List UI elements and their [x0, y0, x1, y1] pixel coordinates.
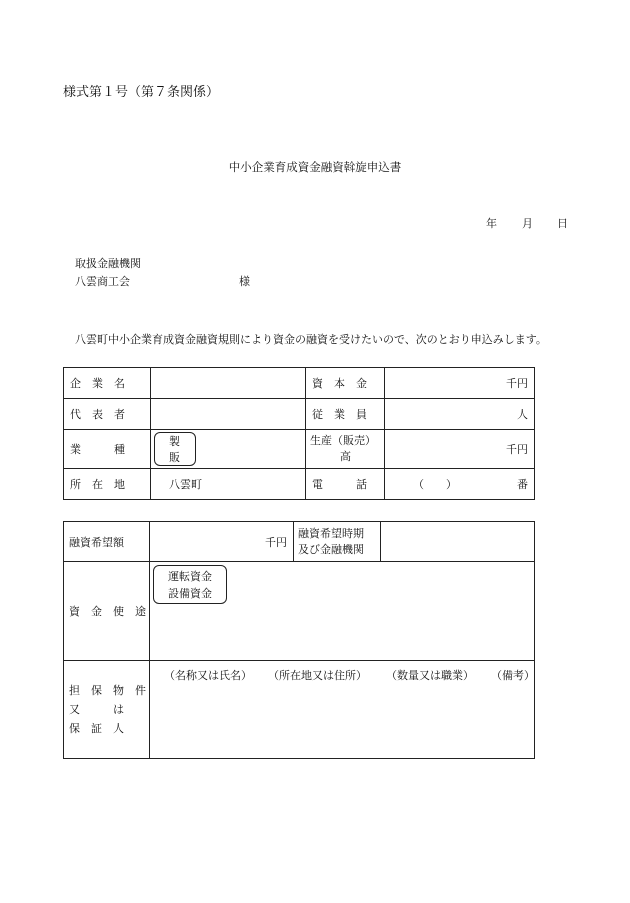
- industry-opt-sales: 販: [169, 451, 180, 464]
- page-title: 中小企業育成資金融資斡旋申込書: [228, 160, 402, 174]
- col-remarks: （備考）: [491, 669, 535, 682]
- production-label-cell: [306, 430, 385, 469]
- use-opt-equipment: 設備資金: [168, 587, 212, 600]
- date-month: 月: [522, 217, 533, 230]
- col-address: （所在地又は住所）: [268, 669, 367, 682]
- phone-label: 電 話: [312, 478, 367, 491]
- col-name: （名称又は氏名）: [164, 669, 252, 682]
- use-value-cell[interactable]: [150, 562, 535, 661]
- timing-label-cell: [294, 522, 381, 562]
- addressee-line2: 八雲商工会: [75, 275, 130, 288]
- employees-unit: 人: [517, 408, 528, 421]
- phone-paren: （ ）: [413, 478, 457, 491]
- production-unit: 千円: [506, 443, 528, 456]
- addressee-honorific: 様: [239, 275, 250, 288]
- use-label: 資 金 使 途: [69, 605, 146, 618]
- company-label: 企 業 名: [70, 377, 125, 390]
- company-value-cell[interactable]: [151, 368, 306, 399]
- collateral-label-1: 担 保 物 件: [69, 684, 146, 697]
- collateral-label-2: 又 は: [69, 703, 124, 716]
- industry-opt-manufacturing: 製: [169, 435, 180, 448]
- industry-value-cell[interactable]: [151, 430, 306, 469]
- industry-label-cell: [64, 430, 151, 469]
- amount-value-cell[interactable]: [150, 522, 294, 562]
- timing-label-2: 及び金融機関: [298, 542, 364, 556]
- date-year: 年: [486, 217, 497, 230]
- timing-value-cell[interactable]: [381, 522, 535, 562]
- capital-value-cell[interactable]: [385, 368, 535, 399]
- address-label-cell: [64, 469, 151, 500]
- address-label: 所 在 地: [70, 478, 125, 491]
- addressee-line1: 取扱金融機関: [75, 257, 141, 270]
- statement: 八雲町中小企業育成資金融資規則により資金の融資を受けたいので、次のとおり申込みします。: [75, 333, 547, 346]
- company-label-cell: [64, 368, 151, 399]
- date-day: 日: [557, 217, 568, 230]
- phone-unit: 番: [517, 478, 528, 491]
- collateral-label-3: 保 証 人: [69, 722, 124, 735]
- capital-label: 資 本 金: [312, 377, 367, 390]
- rep-value-cell[interactable]: [151, 399, 306, 430]
- applicant-table: [63, 367, 535, 500]
- use-opt-operating: 運転資金: [168, 570, 212, 583]
- address-value: 八雲町: [169, 478, 202, 491]
- phone-label-cell: [306, 469, 385, 500]
- collateral-label-cell: [64, 661, 150, 759]
- amount-unit: 千円: [265, 535, 287, 549]
- rep-label-cell: [64, 399, 151, 430]
- timing-label-1: 融資希望時期: [298, 526, 364, 540]
- amount-label: 融資希望額: [69, 535, 124, 549]
- industry-label: 業 種: [70, 443, 125, 456]
- use-label-cell: [64, 562, 150, 661]
- col-quantity: （数量又は職業）: [386, 669, 474, 682]
- capital-unit: 千円: [506, 377, 528, 390]
- capital-label-cell: [306, 368, 385, 399]
- production-label-1: 生産（販売）: [310, 434, 376, 447]
- collateral-value-cell[interactable]: [150, 661, 535, 759]
- address-value-cell[interactable]: [151, 469, 306, 500]
- production-label-2: 高: [340, 450, 351, 463]
- amount-label-cell: [64, 522, 150, 562]
- employees-value-cell[interactable]: [385, 399, 535, 430]
- employees-label: 従 業 員: [312, 408, 367, 421]
- production-value-cell[interactable]: [385, 430, 535, 469]
- rep-label: 代 表 者: [70, 408, 125, 421]
- phone-value-cell[interactable]: [385, 469, 535, 500]
- loan-table: [63, 521, 535, 759]
- employees-label-cell: [306, 399, 385, 430]
- form-number: 様式第１号（第７条関係）: [63, 85, 220, 100]
